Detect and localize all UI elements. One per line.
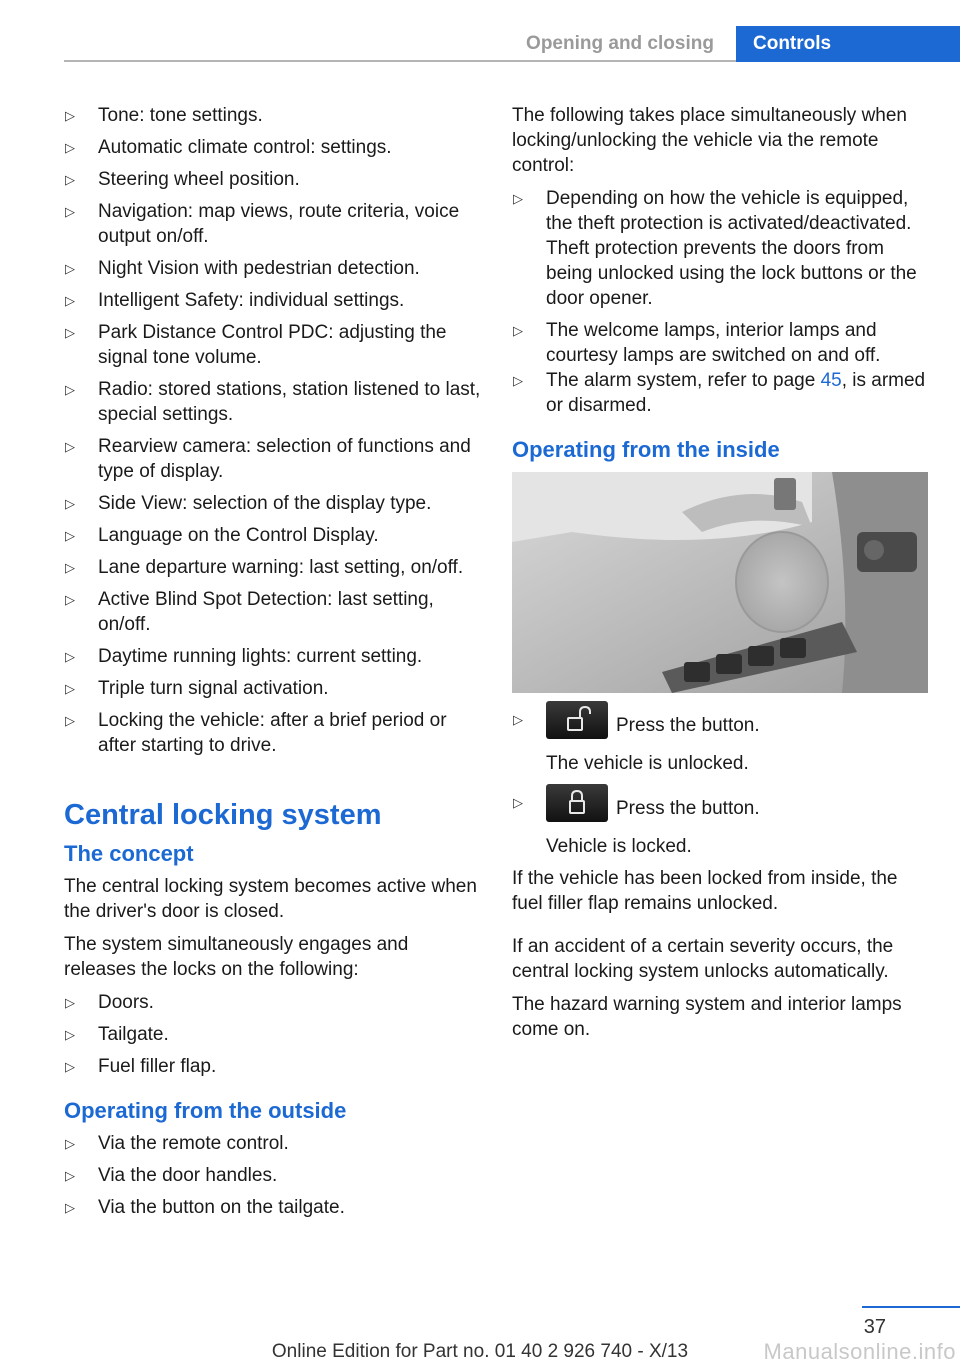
header-section-title: Opening and closing <box>526 33 714 54</box>
list-item <box>64 377 484 427</box>
door-panel-image <box>512 472 928 693</box>
list-item <box>64 1195 484 1220</box>
list-item-text: Depending on how the vehicle is equipped, the theft protection is activated/deactivated. Theft protection prevents the doors from being unlocked using the lock buttons or the door opener. <box>546 188 917 309</box>
triangle-right-icon: ▷ <box>65 382 75 397</box>
watermark: Manualsonline.info <box>763 1339 956 1364</box>
list-item-text: Night Vision with pedestrian detection. <box>98 258 420 279</box>
concept-title: The concept <box>64 841 194 866</box>
lock-button[interactable] <box>546 784 608 822</box>
header-chapter-tab: Controls <box>736 26 960 62</box>
alarm-list <box>512 368 932 418</box>
list-item-text: Navigation: map views, route criteria, voice output on/off. <box>98 201 460 247</box>
page-header <box>0 0 960 64</box>
list-item-text: Fuel filler flap. <box>98 1056 217 1077</box>
list-item <box>64 708 484 758</box>
unlock-result-text: The vehicle is unlocked. <box>546 753 749 774</box>
triangle-right-icon: ▷ <box>65 1027 75 1042</box>
list-item <box>64 1163 484 1188</box>
triangle-right-icon: ▷ <box>65 439 75 454</box>
triangle-right-icon: ▷ <box>65 649 75 664</box>
list-item <box>64 167 484 192</box>
triangle-right-icon: ▷ <box>513 191 523 206</box>
triangle-right-icon: ▷ <box>65 1200 75 1215</box>
hazard-paragraph: The hazard warning system and interior lamps come on. <box>512 994 902 1040</box>
list-item-text: Steering wheel position. <box>98 169 300 190</box>
list-item <box>64 676 484 701</box>
triangle-right-icon: ▷ <box>65 261 75 276</box>
settings-list <box>64 103 484 758</box>
triangle-right-icon: ▷ <box>513 323 523 338</box>
list-item-text: Via the door handles. <box>98 1165 278 1186</box>
triangle-right-icon: ▷ <box>65 1168 75 1183</box>
inside-title: Operating from the inside <box>512 437 780 462</box>
right-column <box>512 103 932 1050</box>
list-item-text: Side View: selection of the display type. <box>98 493 432 514</box>
list-item <box>64 587 484 637</box>
footer-rule <box>862 1306 960 1308</box>
list-item-text: Daytime running lights: current setting. <box>98 646 423 667</box>
accident-paragraph: If an accident of a certain severity occurs, the central locking system unlocks automatically. <box>512 936 894 982</box>
triangle-right-icon: ▷ <box>513 373 523 388</box>
list-item-text: Via the button on the tailgate. <box>98 1197 345 1218</box>
unlock-button[interactable] <box>546 701 608 739</box>
list-item-text: Intelligent Safety: individual settings. <box>98 290 405 311</box>
list-item <box>64 288 484 313</box>
section-title: Central locking system <box>64 799 382 831</box>
lock-result-text: Vehicle is locked. <box>546 836 692 857</box>
list-item <box>512 186 932 311</box>
triangle-right-icon: ▷ <box>65 1136 75 1151</box>
list-item <box>64 1131 484 1156</box>
triangle-right-icon: ▷ <box>65 108 75 123</box>
triangle-right-icon: ▷ <box>65 293 75 308</box>
list-item-text: The welcome lamps, interior lamps and courtesy lamps are switched on and off. <box>546 320 881 366</box>
triangle-right-icon: ▷ <box>65 325 75 340</box>
triangle-right-icon: ▷ <box>65 995 75 1010</box>
lock-action-text: Press the button. <box>616 798 760 820</box>
list-item <box>64 555 484 580</box>
list-item <box>64 320 484 370</box>
concept-paragraph-2: The system simultaneously engages and releases the locks on the following: <box>64 934 409 980</box>
concept-paragraph-1: The central locking system becomes active when the driver's door is closed. <box>64 876 477 922</box>
list-item-text: Via the remote control. <box>98 1133 289 1154</box>
triangle-right-icon: ▷ <box>65 140 75 155</box>
list-item-text: Tailgate. <box>98 1024 169 1045</box>
list-item <box>64 199 484 249</box>
triangle-right-icon: ▷ <box>65 681 75 696</box>
footer-edition: Online Edition for Part no. 01 40 2 926 740 - X/13 <box>271 1341 689 1362</box>
list-item <box>64 491 484 516</box>
fuel-flap-paragraph: If the vehicle has been locked from inside, the fuel filler flap remains unlocked. <box>512 868 898 914</box>
remote-intro: The following takes place simultaneously when locking/unlocking the vehicle via the remote control: <box>512 105 907 176</box>
unlock-action-text: Press the button. <box>616 715 760 737</box>
list-item-text: Language on the Control Display. <box>98 525 379 546</box>
triangle-right-icon: ▷ <box>65 172 75 187</box>
list-item <box>64 990 484 1015</box>
list-item-text: Lane departure warning: last setting, on/off. <box>98 557 464 578</box>
list-item-text: Park Distance Control PDC: adjusting the signal tone volume. <box>98 322 447 368</box>
list-item <box>512 790 932 859</box>
inside-buttons-list <box>512 707 932 859</box>
list-item <box>512 368 932 418</box>
page-number: 37 <box>863 1316 886 1338</box>
list-item-text: Tone: tone settings. <box>98 105 263 126</box>
list-item-text: Locking the vehicle: after a brief period or after starting to drive. <box>98 710 447 756</box>
list-item-text: Doors. <box>98 992 154 1013</box>
lock-icon <box>546 784 608 822</box>
list-item <box>64 103 484 128</box>
list-item-text: Rearview camera: selection of functions and type of display. <box>98 436 471 482</box>
page-45-link[interactable]: 45 <box>820 370 842 391</box>
triangle-right-icon: ▷ <box>513 795 523 810</box>
list-item-text: Triple turn signal activation. <box>98 678 329 699</box>
triangle-right-icon: ▷ <box>65 496 75 511</box>
list-item <box>64 434 484 484</box>
alarm-text-pre: The alarm system, refer to page <box>546 370 821 391</box>
locks-list <box>64 990 484 1079</box>
triangle-right-icon: ▷ <box>65 1059 75 1074</box>
remote-list <box>512 186 932 368</box>
triangle-right-icon: ▷ <box>65 528 75 543</box>
triangle-right-icon: ▷ <box>513 712 523 727</box>
triangle-right-icon: ▷ <box>65 560 75 575</box>
list-item <box>512 318 932 368</box>
triangle-right-icon: ▷ <box>65 713 75 728</box>
outside-list <box>64 1131 484 1220</box>
outside-title: Operating from the outside <box>64 1098 347 1123</box>
list-item <box>64 523 484 548</box>
list-item <box>64 256 484 281</box>
alarm-text-post: , is armed or disarmed. <box>546 370 926 416</box>
list-item-text: Radio: stored stations, station listened to last, special settings. <box>98 379 481 425</box>
left-column <box>64 103 484 1227</box>
triangle-right-icon: ▷ <box>65 204 75 219</box>
list-item <box>64 1022 484 1047</box>
list-item <box>64 1054 484 1079</box>
triangle-right-icon: ▷ <box>65 592 75 607</box>
list-item <box>64 644 484 669</box>
list-item-text: Automatic climate control: settings. <box>98 137 392 158</box>
list-item <box>512 707 932 776</box>
list-item <box>64 135 484 160</box>
list-item-text: Active Blind Spot Detection: last setting, on/off. <box>98 589 434 635</box>
unlock-icon <box>546 701 608 739</box>
